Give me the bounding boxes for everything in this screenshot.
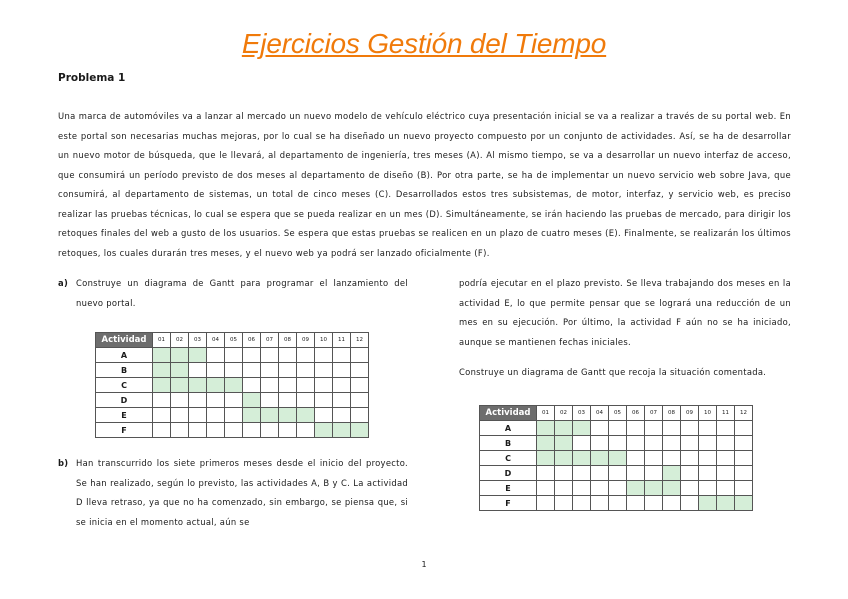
gantt-actual-empty-cell: [645, 496, 663, 511]
gantt-actual-empty-cell: [573, 436, 591, 451]
gantt-planned-empty-cell: [279, 423, 297, 438]
gantt-actual-empty-cell: [537, 496, 555, 511]
gantt-planned-empty-cell: [225, 363, 243, 378]
problem-statement: Una marca de automóviles va a lanzar al mercado un nuevo modelo de vehículo eléctrico cuya presentación inicial se va a realizar a través de su portal web. En este portal son necesarias muchas mejoras, por lo cual se ha diseñado un nuevo proyecto compuesto por un conjunto de actividades. Así, se ha de desarrollar un nuevo motor de búsqueda, que le llevará, al departamento de ingeniería, tres meses (A). Al mismo tiempo, se va a desarrollar un nuevo interfaz de acceso, que consumirá un período previsto de dos meses al departamento de diseño (B). Por otra parte, se ha de implementar un nuevo servicio web sobre Java, que consumirá, al departamento de sistemas, un total de cinco meses (C). Desarrollados estos tres subsistemas, de motor, interfaz, y servicio web, es preciso realizar las pruebas técnicas, lo cual se espera que se pueda realizar en un mes (D). Simultáneamente, se irán haciendo las pruebas de mercado, para dirigir los retoques finales del web a gusto de los usuarios. Se espera que estas pruebas se realicen en un plazo de cuatro meses (E). Finalmente, se realizarán los últimos retoques, los cuales durarán tres meses, y el nuevo web ya podrá ser lanzado oficialmente (F).: [58, 111, 791, 258]
question-a: [58, 274, 408, 313]
gantt-actual-activity-label: B: [480, 436, 537, 451]
gantt-planned-header-activity: Actividad: [96, 333, 153, 348]
gantt-actual-bar-cell: [663, 481, 681, 496]
gantt-planned-header-month-02: 02: [171, 333, 189, 348]
gantt-planned-empty-cell: [351, 408, 369, 423]
gantt-actual-empty-cell: [609, 481, 627, 496]
gantt-actual-empty-cell: [609, 466, 627, 481]
gantt-actual-row-c: [480, 451, 753, 466]
gantt-planned-empty-cell: [333, 348, 351, 363]
gantt-planned-empty-cell: [297, 423, 315, 438]
gantt-actual-empty-cell: [735, 481, 753, 496]
gantt-actual-empty-cell: [735, 451, 753, 466]
gantt-actual-empty-cell: [681, 451, 699, 466]
gantt-actual-header-activity: Actividad: [480, 406, 537, 421]
gantt-planned-empty-cell: [315, 393, 333, 408]
gantt-actual-activity-label: C: [480, 451, 537, 466]
gantt-actual-header-month-06: 06: [627, 406, 645, 421]
gantt-planned-header-month-03: 03: [189, 333, 207, 348]
gantt-planned-empty-cell: [351, 378, 369, 393]
gantt-planned-activity-label: A: [96, 348, 153, 363]
gantt-actual-header-month-03: 03: [573, 406, 591, 421]
problem-heading: Problema 1: [58, 72, 126, 84]
gantt-actual-empty-cell: [591, 436, 609, 451]
gantt-planned-empty-cell: [189, 408, 207, 423]
gantt-actual-bar-cell: [555, 421, 573, 436]
gantt-actual-empty-cell: [609, 436, 627, 451]
gantt-actual-activity-label: A: [480, 421, 537, 436]
gantt-actual-empty-cell: [699, 436, 717, 451]
gantt-planned-empty-cell: [207, 393, 225, 408]
gantt-planned-empty-cell: [243, 348, 261, 363]
gantt-planned-empty-cell: [315, 408, 333, 423]
gantt-actual-bar-cell: [699, 496, 717, 511]
gantt-actual-activity-label: F: [480, 496, 537, 511]
gantt-planned-activity-label: B: [96, 363, 153, 378]
gantt-planned-empty-cell: [315, 363, 333, 378]
gantt-planned-bar-cell: [189, 378, 207, 393]
gantt-planned-empty-cell: [207, 423, 225, 438]
gantt-planned-empty-cell: [261, 378, 279, 393]
gantt-planned-empty-cell: [297, 363, 315, 378]
gantt-actual-empty-cell: [591, 481, 609, 496]
gantt-planned-empty-cell: [297, 348, 315, 363]
gantt-actual-empty-cell: [573, 481, 591, 496]
gantt-planned-header-month-09: 09: [297, 333, 315, 348]
gantt-planned-activity-label: F: [96, 423, 153, 438]
gantt-actual-empty-cell: [681, 436, 699, 451]
gantt-actual-empty-cell: [681, 421, 699, 436]
gantt-planned-empty-cell: [153, 408, 171, 423]
gantt-planned-table: [95, 332, 369, 438]
gantt-actual-empty-cell: [717, 481, 735, 496]
gantt-actual-activity-label: D: [480, 466, 537, 481]
gantt-actual-empty-cell: [555, 496, 573, 511]
gantt-actual-empty-cell: [627, 466, 645, 481]
gantt-actual-activity-label: E: [480, 481, 537, 496]
gantt-planned-bar-cell: [351, 423, 369, 438]
gantt-planned-empty-cell: [225, 423, 243, 438]
document-title: Ejercicios Gestión del Tiempo: [241, 28, 607, 59]
gantt-actual-bar-cell: [609, 451, 627, 466]
gantt-actual-empty-cell: [645, 466, 663, 481]
gantt-actual-empty-cell: [663, 496, 681, 511]
page-number: 1: [421, 560, 427, 569]
gantt-actual-empty-cell: [645, 451, 663, 466]
gantt-planned-header-month-05: 05: [225, 333, 243, 348]
gantt-planned-empty-cell: [225, 408, 243, 423]
gantt-planned-bar-cell: [153, 363, 171, 378]
gantt-planned-empty-cell: [171, 393, 189, 408]
question-a-text: Construye un diagrama de Gantt para programar el lanzamiento del nuevo portal.: [76, 278, 408, 308]
gantt-planned-bar-cell: [279, 408, 297, 423]
gantt-planned-empty-cell: [153, 393, 171, 408]
question-b-text: Han transcurrido los siete primeros meses desde el inicio del proyecto. Se han realizado, según lo previsto, las actividades A, B y C. La actividad D lleva retraso, ya que no ha comenzado, sin embargo, se piensa que, si se inicia en el momento actual, aún se: [76, 458, 408, 527]
gantt-actual-bar-cell: [537, 436, 555, 451]
gantt-planned-empty-cell: [189, 363, 207, 378]
gantt-actual-empty-cell: [699, 421, 717, 436]
gantt-planned-header-month-12: 12: [351, 333, 369, 348]
gantt-actual-header-month-12: 12: [735, 406, 753, 421]
gantt-planned-header-month-06: 06: [243, 333, 261, 348]
gantt-actual-bar-cell: [573, 421, 591, 436]
gantt-planned-empty-cell: [297, 378, 315, 393]
gantt-actual-bar-cell: [555, 436, 573, 451]
gantt-actual-bar-cell: [735, 496, 753, 511]
gantt-planned-activity-label: D: [96, 393, 153, 408]
gantt-actual-empty-cell: [699, 466, 717, 481]
gantt-actual-empty-cell: [555, 481, 573, 496]
gantt-actual-empty-cell: [663, 436, 681, 451]
gantt-actual-bar-cell: [645, 481, 663, 496]
gantt-actual-empty-cell: [591, 466, 609, 481]
gantt-planned-row-f: [96, 423, 369, 438]
gantt-planned-empty-cell: [261, 393, 279, 408]
gantt-planned-empty-cell: [279, 348, 297, 363]
gantt-planned-empty-cell: [261, 348, 279, 363]
gantt-actual-row-a: [480, 421, 753, 436]
gantt-planned-bar-cell: [153, 348, 171, 363]
gantt-planned-bar-cell: [333, 423, 351, 438]
gantt-actual-empty-cell: [627, 496, 645, 511]
gantt-actual-empty-cell: [681, 466, 699, 481]
gantt-planned-empty-cell: [243, 378, 261, 393]
gantt-actual-empty-cell: [591, 496, 609, 511]
gantt-planned-bar-cell: [243, 408, 261, 423]
gantt-actual-bar-cell: [627, 481, 645, 496]
gantt-actual-empty-cell: [699, 481, 717, 496]
question-a-letter: a): [58, 278, 69, 288]
gantt-actual-bar-cell: [555, 451, 573, 466]
gantt-actual-header-month-11: 11: [717, 406, 735, 421]
gantt-planned-empty-cell: [207, 363, 225, 378]
gantt-planned-empty-cell: [315, 378, 333, 393]
gantt-actual-table: [479, 405, 753, 511]
gantt-actual-row-b: [480, 436, 753, 451]
gantt-actual-empty-cell: [627, 451, 645, 466]
gantt-planned-header-month-07: 07: [261, 333, 279, 348]
gantt-actual-empty-cell: [717, 421, 735, 436]
gantt-planned-row-a: [96, 348, 369, 363]
gantt-actual-header-month-04: 04: [591, 406, 609, 421]
gantt-actual-empty-cell: [627, 421, 645, 436]
gantt-planned-empty-cell: [351, 348, 369, 363]
gantt-planned-empty-cell: [279, 363, 297, 378]
gantt-planned-bar-cell: [315, 423, 333, 438]
gantt-actual-empty-cell: [681, 481, 699, 496]
gantt-planned-bar-cell: [171, 348, 189, 363]
gantt-actual-bar-cell: [573, 451, 591, 466]
gantt-planned-empty-cell: [315, 348, 333, 363]
gantt-planned-row-d: [96, 393, 369, 408]
gantt-planned-empty-cell: [261, 423, 279, 438]
gantt-planned-activity-label: E: [96, 408, 153, 423]
gantt-actual-empty-cell: [537, 466, 555, 481]
gantt-actual-header-month-08: 08: [663, 406, 681, 421]
question-b: [58, 454, 408, 532]
gantt-actual-empty-cell: [591, 421, 609, 436]
gantt-planned-row-e: [96, 408, 369, 423]
gantt-planned-empty-cell: [171, 423, 189, 438]
gantt-planned-bar-cell: [171, 378, 189, 393]
gantt-planned-empty-cell: [333, 408, 351, 423]
gantt-planned-empty-cell: [297, 393, 315, 408]
gantt-actual-bar-cell: [537, 421, 555, 436]
gantt-planned-bar-cell: [243, 393, 261, 408]
gantt-planned-row-b: [96, 363, 369, 378]
gantt-planned-empty-cell: [279, 393, 297, 408]
gantt-actual-row-e: [480, 481, 753, 496]
gantt-planned-bar-cell: [297, 408, 315, 423]
gantt-actual-empty-cell: [645, 421, 663, 436]
gantt-actual-bar-cell: [591, 451, 609, 466]
gantt-actual-row-d: [480, 466, 753, 481]
gantt-planned-empty-cell: [225, 348, 243, 363]
gantt-actual-empty-cell: [573, 496, 591, 511]
gantt-planned-bar-cell: [189, 348, 207, 363]
gantt-actual-empty-cell: [645, 436, 663, 451]
gantt-actual-empty-cell: [717, 466, 735, 481]
gantt-actual-header-month-01: 01: [537, 406, 555, 421]
gantt-planned-empty-cell: [279, 378, 297, 393]
gantt-actual-empty-cell: [537, 481, 555, 496]
gantt-actual-empty-cell: [573, 466, 591, 481]
gantt-actual-empty-cell: [663, 451, 681, 466]
question-b-letter: b): [58, 458, 69, 468]
gantt-planned-empty-cell: [261, 363, 279, 378]
gantt-planned-empty-cell: [243, 363, 261, 378]
gantt-planned-activity-label: C: [96, 378, 153, 393]
gantt-actual-empty-cell: [699, 451, 717, 466]
gantt-actual-header-month-05: 05: [609, 406, 627, 421]
gantt-planned-empty-cell: [171, 408, 189, 423]
gantt-actual-header-month-10: 10: [699, 406, 717, 421]
gantt-planned-bar-cell: [261, 408, 279, 423]
gantt-planned-bar-cell: [171, 363, 189, 378]
gantt-planned-header-month-10: 10: [315, 333, 333, 348]
gantt-planned-bar-cell: [225, 378, 243, 393]
gantt-planned-empty-cell: [153, 423, 171, 438]
gantt-actual-header-month-09: 09: [681, 406, 699, 421]
gantt-planned-empty-cell: [207, 408, 225, 423]
gantt-actual-header-month-07: 07: [645, 406, 663, 421]
gantt-actual-empty-cell: [627, 436, 645, 451]
gantt-planned-header-month-08: 08: [279, 333, 297, 348]
gantt-planned-header-month-01: 01: [153, 333, 171, 348]
question-b-continuation: podría ejecutar en el plazo previsto. Se lleva trabajando dos meses en la actividad E, lo que permite pensar que se logrará una reducción de un mes en su ejecución. Por último, la actividad F aún no se ha iniciado, aunque se mantienen fechas iniciales.: [459, 278, 791, 347]
gantt-planned-header-month-04: 04: [207, 333, 225, 348]
gantt-actual-empty-cell: [717, 436, 735, 451]
gantt-actual-empty-cell: [663, 421, 681, 436]
gantt-actual-bar-cell: [537, 451, 555, 466]
question-b-instruction: Construye un diagrama de Gantt que recoja la situación comentada.: [459, 367, 767, 377]
gantt-actual-empty-cell: [555, 466, 573, 481]
gantt-planned-empty-cell: [333, 393, 351, 408]
gantt-planned-empty-cell: [207, 348, 225, 363]
gantt-actual-empty-cell: [735, 436, 753, 451]
gantt-planned-empty-cell: [351, 393, 369, 408]
gantt-planned-header-month-11: 11: [333, 333, 351, 348]
gantt-actual-empty-cell: [609, 421, 627, 436]
gantt-planned-bar-cell: [153, 378, 171, 393]
gantt-actual-empty-cell: [609, 496, 627, 511]
gantt-actual-header-month-02: 02: [555, 406, 573, 421]
gantt-actual-empty-cell: [735, 466, 753, 481]
gantt-actual-bar-cell: [717, 496, 735, 511]
gantt-planned-empty-cell: [225, 393, 243, 408]
gantt-actual-empty-cell: [717, 451, 735, 466]
gantt-planned-empty-cell: [351, 363, 369, 378]
gantt-actual-row-f: [480, 496, 753, 511]
gantt-planned-row-c: [96, 378, 369, 393]
gantt-actual-empty-cell: [681, 496, 699, 511]
gantt-actual-empty-cell: [735, 421, 753, 436]
gantt-planned-bar-cell: [207, 378, 225, 393]
gantt-actual-bar-cell: [663, 466, 681, 481]
gantt-planned-empty-cell: [333, 378, 351, 393]
gantt-planned-empty-cell: [189, 423, 207, 438]
gantt-planned-empty-cell: [333, 363, 351, 378]
gantt-planned-empty-cell: [189, 393, 207, 408]
gantt-planned-empty-cell: [243, 423, 261, 438]
